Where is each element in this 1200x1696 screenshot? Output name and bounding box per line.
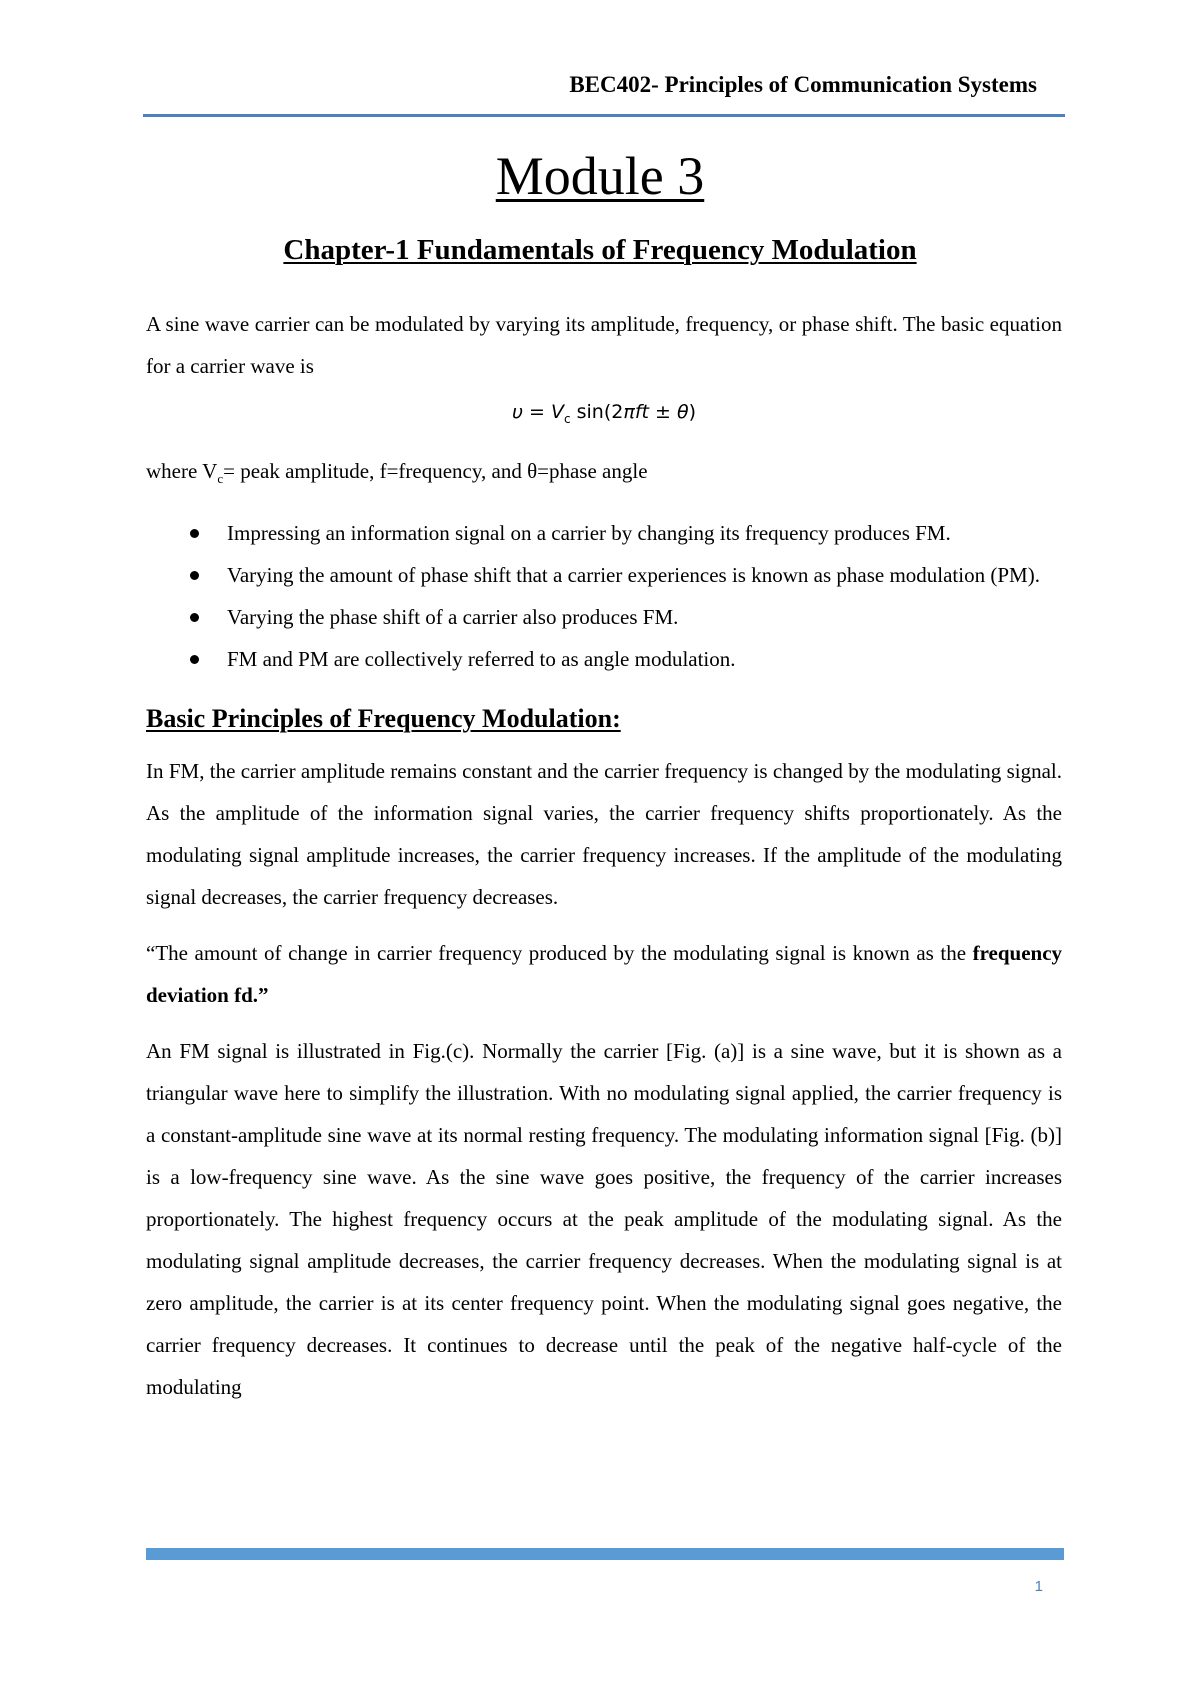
list-item: [146, 512, 1062, 554]
carrier-equation: [146, 391, 1062, 440]
bullet-dot: [190, 529, 199, 538]
fm-signal-paragraph: An FM signal is illustrated in Fig.(c). Normally the carrier [Fig. (a)] is a sine wave, but it is shown as a triangular wave here to simplify the illustration. With no modulating signal applied, the carrier frequency is a constant-amplitude sine wave at its normal resting frequency. The modulating information signal [Fig. (b)] is a low-frequency sine wave. As the sine wave goes positive, the frequency of the carrier increases proportionately. The highest frequency occurs at the peak amplitude of the modulating signal. As the modulating signal amplitude decreases, the carrier frequency decreases. When the modulating signal is at zero amplitude, the carrier is at its center frequency point. When the modulating signal goes negative, the carrier frequency decreases. It continues to decrease until the peak of the negative half-cycle of the modulating: [146, 1038, 1062, 1399]
list-item-text: Varying the phase shift of a carrier also produces FM.: [227, 604, 679, 629]
equation-func-open: sin(2: [576, 401, 624, 423]
fm-principle-paragraph: In FM, the carrier amplitude remains constant and the carrier frequency is changed by the modulating signal. As the amplitude of the information signal varies, the carrier frequency shifts proportionately. As the modulating signal amplitude increases, the carrier frequency increases. If the amplitude of the modulating signal decreases, the carrier frequency decreases.: [146, 758, 1062, 909]
equation-equals: =: [529, 401, 545, 423]
header-divider: [143, 114, 1065, 117]
list-item: [146, 596, 1062, 638]
section-heading: Basic Principles of Frequency Modulation:: [146, 703, 621, 733]
equation-close: ): [688, 401, 697, 423]
list-item: [146, 554, 1062, 596]
equation-lhs: υ: [511, 401, 523, 423]
list-item: [146, 638, 1062, 680]
bullet-list: [146, 512, 1062, 680]
equation-amplitude: V: [550, 401, 564, 423]
module-title: Module 3: [495, 146, 705, 206]
where-prefix: where V: [146, 458, 218, 483]
equation-pi: π: [623, 401, 635, 423]
equation-f: f: [634, 401, 642, 423]
equation-pm: ±: [655, 401, 671, 423]
list-item-text: FM and PM are collectively referred to as angle modulation.: [227, 646, 736, 671]
equation-t: t: [641, 401, 649, 423]
where-line: [146, 450, 1062, 500]
bullet-dot: [190, 571, 199, 580]
list-item-text: Impressing an information signal on a carrier by changing its frequency produces FM.: [227, 520, 951, 545]
frequency-deviation-quote: [146, 932, 1062, 1016]
list-item-text: Varying the amount of phase shift that a carrier experiences is known as phase modulation (PM).: [227, 562, 1040, 587]
where-rest: = peak amplitude, f=frequency, and θ=phase angle: [223, 458, 648, 483]
footer-divider: [146, 1548, 1064, 1560]
bullet-dot: [190, 613, 199, 622]
chapter-title: Chapter-1 Fundamentals of Frequency Modulation: [283, 234, 917, 266]
intro-paragraph: A sine wave carrier can be modulated by varying its amplitude, frequency, or phase shift. The basic equation for a carrier wave is: [146, 312, 1062, 378]
quote-bold-term: frequency deviation fd.”: [146, 940, 1063, 1007]
equation-theta: θ: [676, 401, 689, 423]
where-subscript: c: [217, 470, 224, 486]
page-content: [146, 303, 1062, 1408]
header-course-title: BEC402- Principles of Communication Systems: [569, 72, 1037, 97]
page-number: 1: [1034, 1578, 1043, 1595]
bullet-dot: [190, 655, 199, 664]
equation-amplitude-subscript: c: [563, 411, 571, 426]
quote-text: “The amount of change in carrier frequency produced by the modulating signal is known as the: [146, 940, 967, 965]
